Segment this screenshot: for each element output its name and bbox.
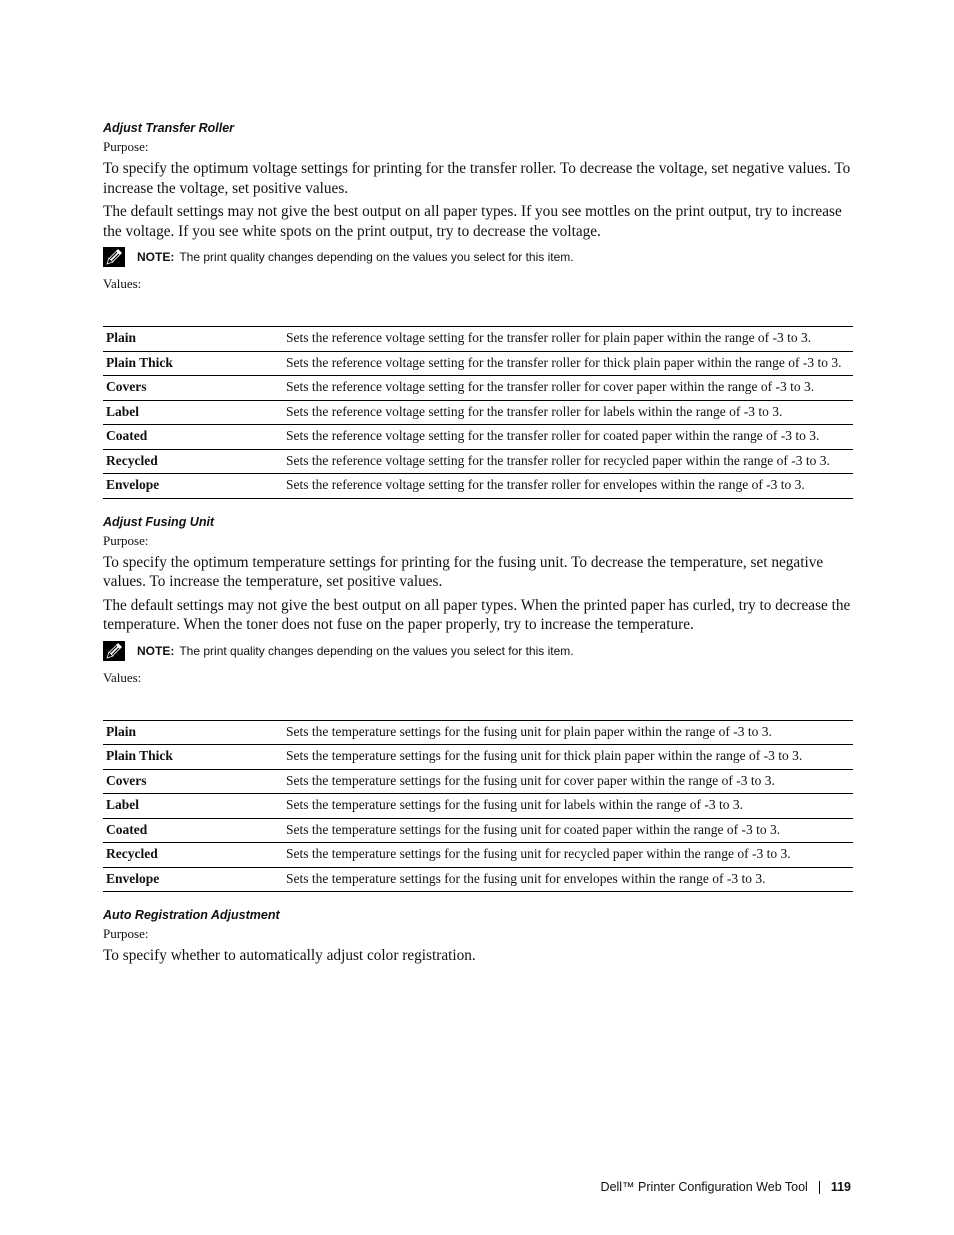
section-auto-registration-adjustment	[103, 906, 853, 966]
value-description: Sets the temperature settings for the fusing unit for coated paper within the range of -3 to 3.	[283, 818, 853, 843]
note-text: The print quality changes depending on the values you select for this item.	[179, 643, 574, 658]
value-description: Sets the temperature settings for the fusing unit for thick plain paper within the range of -3 to 3.	[283, 745, 853, 770]
value-description: Sets the temperature settings for the fusing unit for plain paper within the range of -3 to 3.	[283, 720, 853, 745]
value-name: Plain	[103, 720, 283, 745]
value-description: Sets the reference voltage setting for the transfer roller for thick plain paper within the range of -3 to 3.	[283, 351, 853, 376]
paragraph: To specify the optimum temperature settings for printing for the fusing unit. To decrease the temperature, set negative values. To increase the temperature, set positive values.	[103, 553, 824, 590]
value-name: Recycled	[103, 449, 283, 474]
section-title: Adjust Fusing Unit	[103, 514, 215, 529]
table-row	[103, 327, 853, 352]
table-row	[103, 449, 853, 474]
values-label: Values:	[103, 669, 142, 685]
value-name: Covers	[103, 769, 283, 794]
purpose-label: Purpose:	[103, 926, 149, 941]
value-name: Coated	[103, 425, 283, 450]
paragraph: To specify whether to automatically adjust color registration.	[103, 947, 476, 964]
value-name: Covers	[103, 376, 283, 401]
paragraph: To specify the optimum voltage settings for printing for the transfer roller. To decrease the voltage, set negative values. To increase the voltage, set positive values.	[103, 160, 851, 197]
value-description: Sets the reference voltage setting for the transfer roller for recycled paper within the range of -3 to 3.	[283, 449, 853, 474]
value-name: Coated	[103, 818, 283, 843]
purpose-label: Purpose:	[103, 139, 149, 154]
section-adjust-fusing-unit	[103, 513, 853, 893]
value-description: Sets the reference voltage setting for the transfer roller for labels within the range of -3 to 3.	[283, 400, 853, 425]
page-content	[103, 119, 853, 970]
value-description: Sets the temperature settings for the fusing unit for cover paper within the range of -3 to 3.	[283, 769, 853, 794]
table-row	[103, 351, 853, 376]
footer-title: Dell™ Printer Configuration Web Tool	[600, 1180, 808, 1194]
value-description: Sets the reference voltage setting for the transfer roller for envelopes within the range of -3 to 3.	[283, 474, 853, 499]
value-name: Envelope	[103, 474, 283, 499]
value-description: Sets the temperature settings for the fusing unit for labels within the range of -3 to 3.	[283, 794, 853, 819]
value-description: Sets the reference voltage setting for the transfer roller for plain paper within the range of -3 to 3.	[283, 327, 853, 352]
values-table	[103, 326, 853, 499]
table-row	[103, 867, 853, 892]
value-name: Plain Thick	[103, 351, 283, 376]
section-title: Auto Registration Adjustment	[103, 908, 280, 922]
page-footer	[601, 1180, 851, 1194]
page-number: 119	[830, 1180, 851, 1194]
value-name: Label	[103, 794, 283, 819]
table-row	[103, 425, 853, 450]
table-row	[103, 843, 853, 868]
table-row	[103, 769, 853, 794]
table-row	[103, 720, 853, 745]
table-row	[103, 794, 853, 819]
values-table	[103, 720, 853, 893]
purpose-label: Purpose:	[103, 532, 149, 548]
value-description: Sets the reference voltage setting for the transfer roller for coated paper within the range of -3 to 3.	[283, 425, 853, 450]
section-title: Adjust Transfer Roller	[103, 121, 235, 135]
note-label: NOTE:	[137, 643, 175, 658]
value-name: Recycled	[103, 843, 283, 868]
note-text: The print quality changes depending on the values you select for this item.	[179, 250, 574, 264]
table-row	[103, 745, 853, 770]
paragraph: The default settings may not give the best output on all paper types. When the printed paper has curled, try to decrease the temperature. When the toner does not fuse on the paper properly, try to increase the temperature.	[103, 596, 851, 633]
value-name: Plain Thick	[103, 745, 283, 770]
pencil-note-icon	[103, 641, 125, 661]
pencil-note-icon	[103, 247, 125, 267]
note	[103, 246, 853, 268]
table-row	[103, 400, 853, 425]
value-description: Sets the temperature settings for the fusing unit for recycled paper within the range of -3 to 3.	[283, 843, 853, 868]
note-label: NOTE:	[137, 250, 175, 264]
note	[103, 640, 853, 662]
values-label: Values:	[103, 276, 142, 291]
table-row	[103, 376, 853, 401]
value-description: Sets the temperature settings for the fusing unit for envelopes within the range of -3 to 3.	[283, 867, 853, 892]
value-name: Label	[103, 400, 283, 425]
value-description: Sets the reference voltage setting for the transfer roller for cover paper within the range of -3 to 3.	[283, 376, 853, 401]
footer-divider	[819, 1181, 820, 1194]
value-name: Envelope	[103, 867, 283, 892]
paragraph: The default settings may not give the best output on all paper types. If you see mottles on the print output, try to increase the voltage. If you see white spots on the print output, try to decrease the voltage.	[103, 203, 842, 240]
table-row	[103, 474, 853, 499]
table-row	[103, 818, 853, 843]
value-name: Plain	[103, 327, 283, 352]
section-adjust-transfer-roller	[103, 119, 853, 499]
